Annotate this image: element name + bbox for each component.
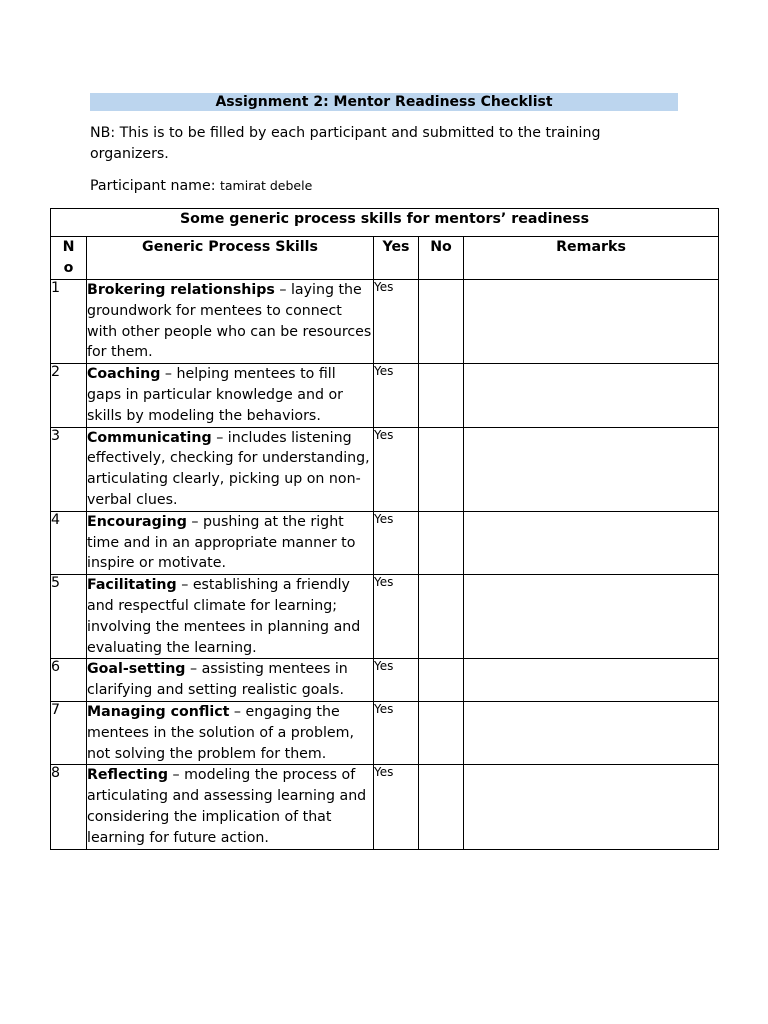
yes-cell[interactable]: Yes: [374, 364, 419, 427]
no-cell[interactable]: [419, 511, 464, 574]
remarks-cell[interactable]: [464, 364, 719, 427]
row-number: 8: [51, 765, 87, 849]
skill-description: – laying the groundwork for mentees to connect with other people who can be resources for them.: [87, 282, 372, 361]
row-number: 4: [51, 511, 87, 574]
yes-cell[interactable]: Yes: [374, 659, 419, 702]
header-remarks: Remarks: [464, 237, 719, 280]
remarks-cell[interactable]: [464, 701, 719, 764]
no-cell[interactable]: [419, 659, 464, 702]
no-cell[interactable]: [419, 427, 464, 511]
table-caption-row: [51, 209, 719, 237]
remarks-cell[interactable]: [464, 659, 719, 702]
table-row: [51, 575, 719, 659]
row-number: 3: [51, 427, 87, 511]
remarks-cell[interactable]: [464, 575, 719, 659]
skill-cell: [87, 659, 374, 702]
table-header-row: [51, 237, 719, 280]
yes-cell[interactable]: Yes: [374, 511, 419, 574]
skill-cell: [87, 511, 374, 574]
table-row: [51, 280, 719, 364]
row-number: 7: [51, 701, 87, 764]
skill-cell: [87, 575, 374, 659]
table-row: [51, 364, 719, 427]
skill-name: Encouraging: [87, 513, 187, 530]
remarks-cell[interactable]: [464, 280, 719, 364]
remarks-cell[interactable]: [464, 427, 719, 511]
header-no-col: No: [419, 237, 464, 280]
yes-cell[interactable]: Yes: [374, 575, 419, 659]
skill-cell: [87, 427, 374, 511]
skill-cell: [87, 701, 374, 764]
skill-name: Communicating: [87, 429, 212, 446]
participant-line: [90, 175, 312, 197]
skill-description: – engaging the mentees in the solution of a problem, not solving the problem for them.: [87, 703, 354, 762]
skill-name: Reflecting: [87, 767, 168, 784]
nb-note: NB: This is to be filled by each participant and submitted to the training organizers.: [90, 125, 601, 162]
skill-description: – pushing at the right time and in an appropriate manner to inspire or motivate.: [87, 513, 356, 572]
skill-description: – establishing a friendly and respectful climate for learning; involving the mentees in planning and evaluating the learning.: [87, 577, 361, 656]
yes-cell[interactable]: Yes: [374, 427, 419, 511]
skill-name: Facilitating: [87, 577, 177, 594]
table-row: [51, 765, 719, 849]
table-row: [51, 701, 719, 764]
no-cell[interactable]: [419, 575, 464, 659]
skill-description: – includes listening effectively, checking for understanding, articulating clearly, picking up on non-verbal clues.: [87, 429, 370, 508]
table-row: [51, 511, 719, 574]
skill-cell: [87, 765, 374, 849]
checklist-table: [50, 208, 719, 850]
document-title: Assignment 2: Mentor Readiness Checklist: [90, 93, 678, 111]
remarks-cell[interactable]: [464, 511, 719, 574]
skill-cell: [87, 364, 374, 427]
yes-cell[interactable]: Yes: [374, 765, 419, 849]
skill-description: – modeling the process of articulating and assessing learning and considering the implication of that learning for future action.: [87, 767, 367, 846]
table-body: [51, 280, 719, 850]
yes-cell[interactable]: Yes: [374, 280, 419, 364]
header-no: No: [51, 237, 87, 280]
yes-cell[interactable]: Yes: [374, 701, 419, 764]
header-yes: Yes: [374, 237, 419, 280]
remarks-cell[interactable]: [464, 765, 719, 849]
skill-name: Goal-setting: [87, 661, 186, 678]
skill-name: Brokering relationships: [87, 282, 275, 298]
row-number: 1: [51, 280, 87, 364]
participant-label: Participant name:: [90, 178, 220, 194]
no-cell[interactable]: [419, 701, 464, 764]
row-number: 5: [51, 575, 87, 659]
participant-name-value[interactable]: tamirat debele: [219, 178, 313, 193]
table-row: [51, 427, 719, 511]
table-caption: Some generic process skills for mentors’ readiness: [51, 209, 719, 237]
no-cell[interactable]: [419, 364, 464, 427]
skill-name: Managing conflict: [87, 703, 230, 720]
skill-name: Coaching: [87, 366, 161, 383]
skill-description: – helping mentees to fill gaps in particular knowledge and or skills by modeling the behaviors.: [87, 366, 343, 424]
skill-description: – assisting mentees in clarifying and setting realistic goals.: [87, 661, 348, 699]
table-row: [51, 659, 719, 702]
row-number: 6: [51, 659, 87, 702]
no-cell[interactable]: [419, 765, 464, 849]
header-skill: Generic Process Skills: [87, 237, 374, 280]
row-number: 2: [51, 364, 87, 427]
skill-cell: [87, 280, 374, 364]
no-cell[interactable]: [419, 280, 464, 364]
